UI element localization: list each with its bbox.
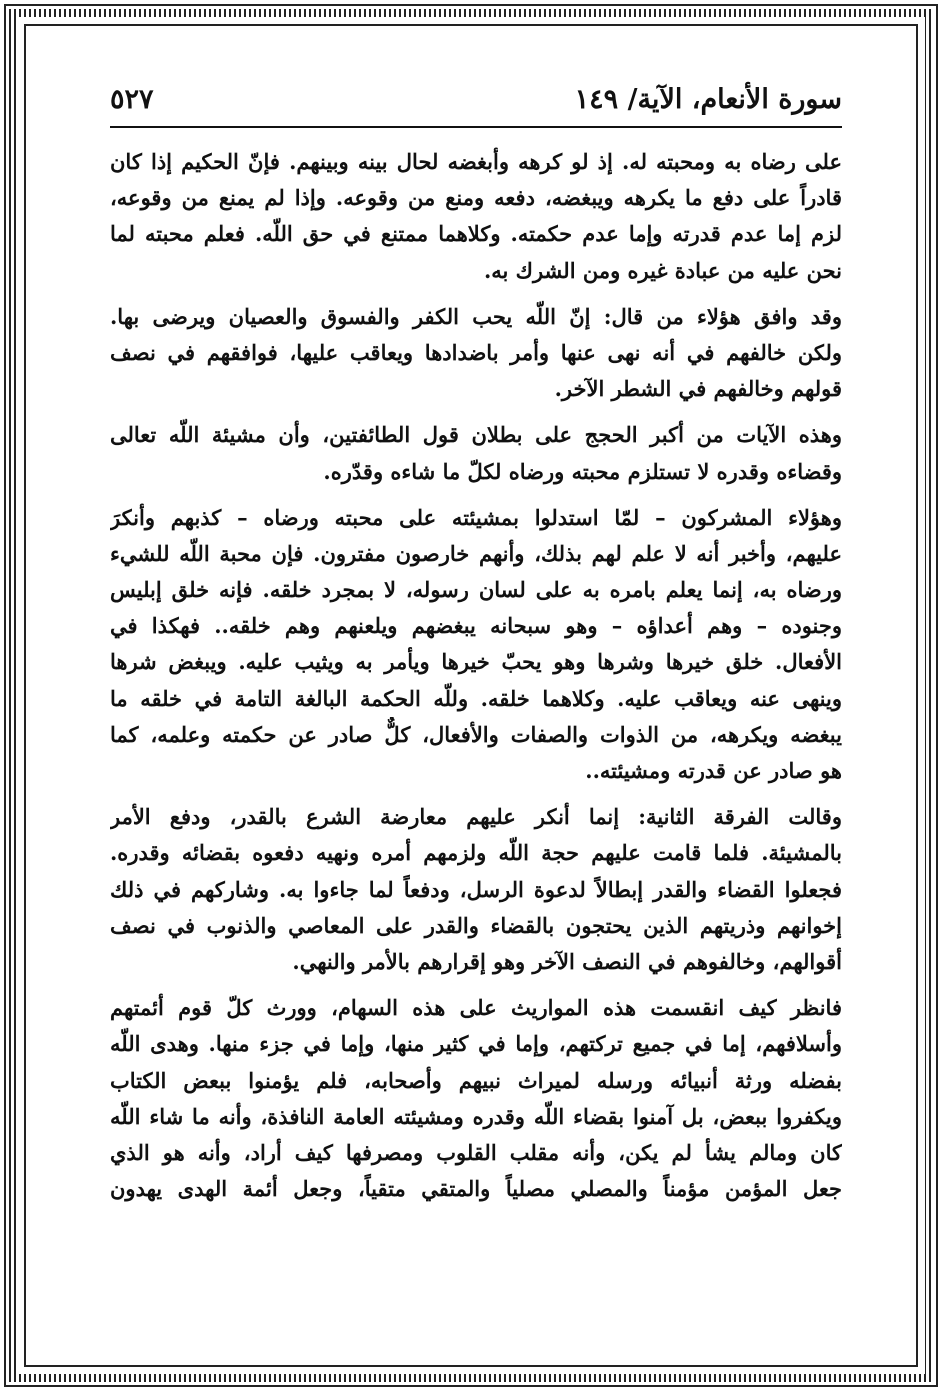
page-number: ٥٢٧ (110, 84, 154, 115)
text-line: فجعلوا القضاء والقدر إبطالاً لدعوة الرسل، ودفعاً لما جاءوا به. وشاركهم في ذلك (110, 876, 842, 902)
text-line: وقضاءه وقدره لا تستلزم محبته ورضاه لكلّ ما شاءه وقدّره. (323, 458, 842, 484)
text-line: هو صادر عن قدرته ومشيئته.. (585, 758, 842, 783)
paragraph (110, 299, 842, 408)
text-line: لزم إما عدم قدرته وإما عدم حكمته. وكلاهما ممتنع في حق اللّه. فعلم محبته لما (110, 221, 842, 247)
text-line: وقد وافق هؤلاء من قال: إنّ اللّه يحب الكفر والفسوق والعصيان ويرضى بها. (110, 303, 842, 329)
text-line: وجنوده – وهم أعداؤه – وهو سبحانه يبغضهم ويلعنهم وهم خلقه.. فهكذا في (110, 613, 842, 639)
running-header (110, 78, 842, 122)
text-line: نحن عليه من عبادة غيره ومن الشرك به. (483, 257, 842, 283)
text-line: جعل المؤمن مؤمناً والمصلي مصلياً والمتقي متقياً، وجعل أئمة الهدى يهدون (110, 1176, 842, 1202)
text-line: فانظر كيف انقسمت هذه المواريث على هذه السهام، وورث كلّ قوم أئمتهم (110, 995, 842, 1021)
text-line: ويكفروا ببعض، بل آمنوا بقضاء اللّه وقدره ومشيئته العامة النافذة، وأنه ما شاء اللّه (110, 1103, 842, 1129)
text-line: الأفعال. خلق خيرها وشرها وهو يحبّ خيرها ويأمر به ويثيب عليه. ويبغض شرها (110, 649, 842, 675)
text-line: إخوانهم وذريتهم الذين يحتجون بالقضاء والقدر على المعاصي والذنوب في نصف (110, 912, 842, 938)
text-line: بالمشيئة. فلما قامت عليهم حجة اللّه ولزمهم أمره ونهيه دفعوه بقضائه وقدره. (110, 840, 842, 866)
text-line: قولهم وخالفهم في الشطر الآخر. (554, 376, 842, 402)
text-line: وينهى عنه ويعاقب عليه. وكلاهما خلقه. وللّه الحكمة البالغة التامة في خلقه ما (110, 685, 842, 711)
body-text (110, 144, 842, 1217)
text-line: وهؤلاء المشركون – لمّا استدلوا بمشيئته على محبته ورضاه – كذبهم وأنكرَ (110, 504, 842, 530)
text-line: كان ومالم يشأ لم يكن، وأنه مقلب القلوب ومصرفها كيف أراد، وأنه هو الذي (110, 1139, 842, 1165)
paragraph (110, 417, 842, 489)
text-line: وقالت الفرقة الثانية: إنما أنكر عليهم معارضة الشرع بالقدر، ودفع الأمر (110, 804, 842, 830)
text-line: وهذه الآيات من أكبر الحجج على بطلان قول الطائفتين، وأن مشيئة اللّه تعالى (110, 422, 842, 448)
text-line: وأسلافهم، إما في جميع تركتهم، وإما في كثير منها، وإما في جزء منها. وهدى اللّه (110, 1031, 842, 1057)
running-header-title: سورة الأنعام، الآية/ ١٤٩ (574, 84, 842, 115)
text-line: قادراً على دفع ما يكرهه ويبغضه، دفعه ومنع من وقوعه. وإذا لم يمنع من وقوعه، (110, 185, 842, 211)
paragraph (110, 990, 842, 1207)
text-line: عليهم، وأخبر أنه لا علم لهم بذلك، وأنهم خارصون مفترون. فإن محبة اللّه للشيء (110, 540, 842, 566)
text-line: ولكن خالفهم في أنه نهى عنها وأمر باضدادها ويعاقب عليها، فوافقهم في نصف (110, 339, 842, 365)
header-rule (110, 126, 842, 128)
paragraph (110, 144, 842, 289)
paragraph (110, 799, 842, 980)
text-line: أقوالهم، وخالفوهم في النصف الآخر وهو إقرارهم بالأمر والنهي. (292, 948, 842, 974)
text-line: ورضاه به، إنما يعلم بامره به على لسان رسوله، لا بمجرد خلقه. فإنه خلق إبليس (110, 577, 842, 603)
paragraph (110, 500, 842, 790)
text-line: على رضاه به ومحبته له. إذ لو كرهه وأبغضه لحال بينه وبينهم. فإنّ الحكيم إذا كان (110, 149, 842, 174)
text-line: بفضله ورثة أنبيائه ورسله لميراث نبيهم وأصحابه، فلم يؤمنوا ببعض الكتاب (110, 1067, 842, 1093)
text-line: يبغضه ويكرهه، من الذوات والصفات والأفعال، كلٌّ صادر عن حكمته وعلمه، كما (110, 721, 842, 747)
